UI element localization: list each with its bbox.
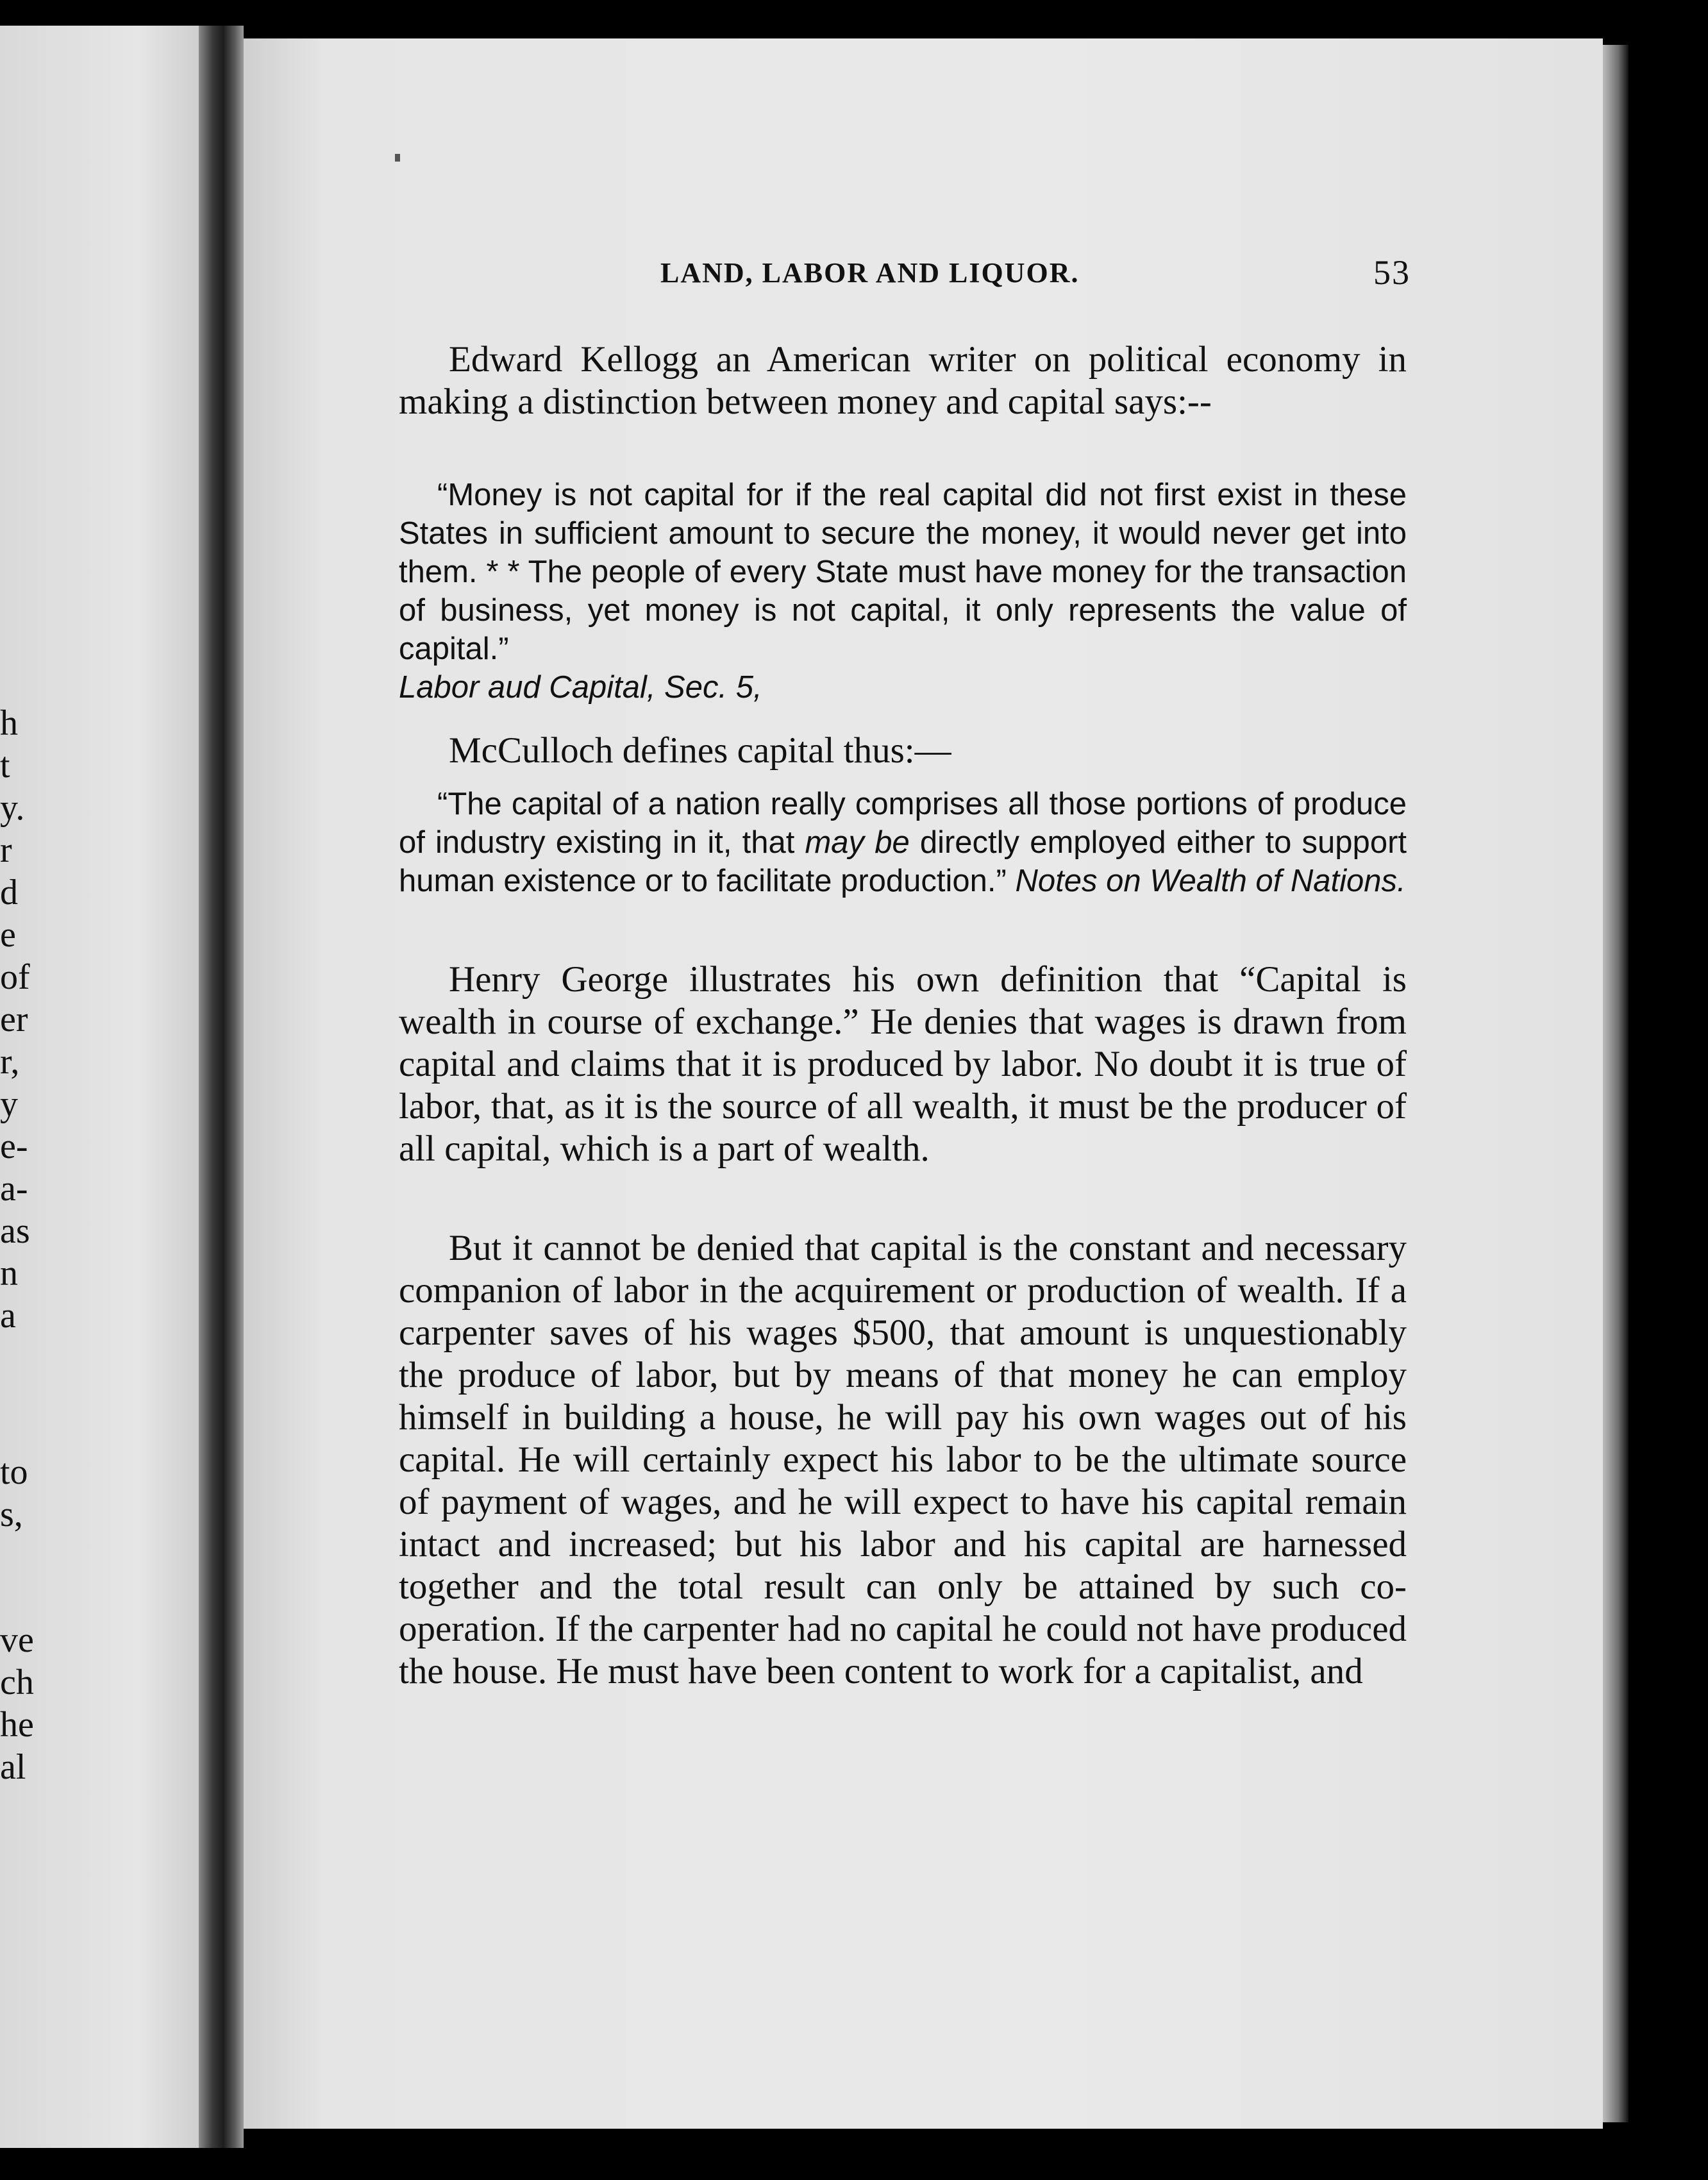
page-number: 53 [1373,253,1411,292]
margin-gap [0,1536,38,1619]
margin-fragment: er [0,1000,28,1039]
paragraph-henry-george [399,959,1407,1180]
margin-fragment: al [0,1747,26,1787]
mcculloch-quote-emphasis: may be [805,825,910,860]
margin-fragment: y [0,1084,18,1124]
page-edge-shadow [1603,45,1628,2122]
paragraph-carpenter [399,1227,1407,1703]
margin-fragment: h [0,703,18,743]
mcculloch-quote-text-a: “The capital of a nation really comprises all those portions of produce of industry existing in it, that [399,787,1407,860]
margin-fragment: a [0,1296,16,1336]
mcculloch-quotation [399,785,1407,900]
margin-fragment: e- [0,1127,28,1166]
kellogg-citation: Labor aud Capital, Sec. 5, [399,670,762,705]
margin-gap [0,1337,38,1451]
carpenter-text: But it cannot be denied that capital is the constant and necessary companion of labor in the acquirement or production of wealth. If a carpenter saves of his wages $500, that amount is unquestionably the produce of labor, but by means of that money he can employ himself in building a house, he will pay his own wages out of his capital. He will certainly expect his labor to be the ultimate source of payment of wages, and he will expect to have his capital remain intact and increased; but his labor and his capital are harnessed together and the total result can only be attained by such co-operation. If the carpenter had no capital he could not have produced the house. He must have been content to work for a capitalist, and [399,1228,1407,1691]
margin-fragment: e [0,915,16,955]
kellogg-quote-text: “Money is not capital for if the real capital did not first exist in these States in sufficient amount to secure the money, it would never get into them. * * The people of every State must have money for the transaction of business, yet money is not capital, it only represents the value of capital.” [399,478,1407,666]
margin-fragment: t [0,746,10,785]
running-header [660,253,1411,301]
margin-fragment: a- [0,1169,28,1209]
margin-fragment: r, [0,1042,20,1082]
margin-fragment: s, [0,1495,23,1534]
margin-fragment: he [0,1705,34,1745]
left-page [0,26,199,2148]
margin-fragment: n [0,1254,18,1293]
margin-fragment: as [0,1211,30,1251]
running-title: LAND, LABOR AND LIQUOR. [660,257,1080,289]
kellogg-intro-text: Edward Kellogg an American writer on political economy in making a distinction between money and capital says:-- [399,339,1407,422]
margin-fragment: ve [0,1620,34,1660]
henry-george-text: Henry George illustrates his own definition that “Capital is wealth in course of exchange.” He denies that wages is drawn from capital and claims that it is produced by labor. No doubt it is true of labor, that, as it is the source of all wealth, it must be the producer of all capital, which is a part of wealth. [399,959,1407,1169]
left-page-margin-text [0,702,38,1788]
margin-fragment: r [0,830,12,870]
mcculloch-intro-text: McCulloch defines capital thus:— [449,730,951,771]
margin-fragment: d [0,873,18,912]
margin-fragment: y. [0,788,25,828]
paragraph-mcculloch-intro [399,730,1407,782]
book-gutter [199,26,244,2148]
mcculloch-citation: Notes on Wealth of Nations. [1015,864,1406,898]
margin-fragment: of [0,957,30,997]
kellogg-quotation [399,476,1407,707]
margin-fragment: ch [0,1663,34,1702]
printing-speck [395,154,400,162]
margin-fragment: to [0,1452,28,1492]
mcculloch-quote-text-b: directly employed either to support human existence or to facilitate production.” [399,825,1407,898]
paragraph-kellogg-intro [399,339,1407,433]
